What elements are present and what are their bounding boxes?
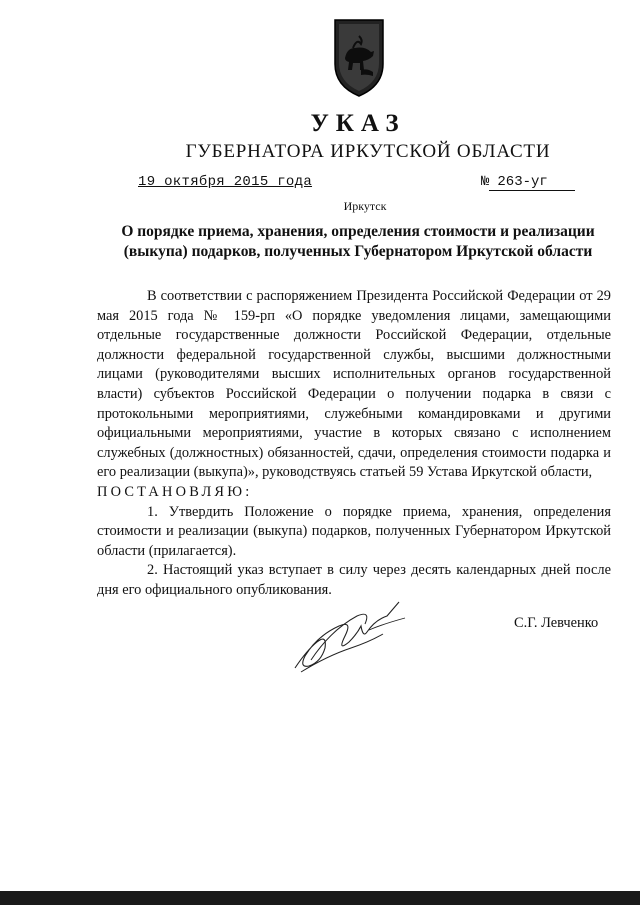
- coat-of-arms-icon: [331, 18, 387, 98]
- number-value: 263-уг: [489, 174, 575, 191]
- signer-name: С.Г. Левченко: [514, 615, 599, 631]
- date-value: 19 октября 2015 года: [138, 174, 313, 190]
- decree-title: УКАЗ: [310, 110, 406, 137]
- decree-place: Иркутск: [343, 199, 387, 213]
- item-2: 2. Настоящий указ вступает в силу через десять календарных дней после дня его официального опубликования.: [97, 562, 611, 598]
- decree-subtitle: ГУБЕРНАТОРА ИРКУТСКОЙ ОБЛАСТИ: [185, 141, 551, 162]
- number-label: №: [481, 174, 490, 190]
- signature-icon: [287, 590, 417, 680]
- decree-body: [97, 287, 611, 601]
- decree-date: [138, 174, 312, 190]
- decree-number: [481, 174, 575, 191]
- preamble-paragraph: В соответствии с распоряжением Президента Российской Федерации от 29 мая 2015 года № 159-рп «О порядке уведомления лицами, замещающими отдельные государственные должности Российской Федерации, отдельные должности федеральной государственной службы, высшими должностными лицами (руководителями высших исполнительных органов государственной власти) субъектов Российской Федерации о получении подарка в связи с протокольными мероприятиями, служебными командировками и другими официальными мероприятиями, участие в которых связано с исполнением служебных (должностных) обязанностей, сдачи, определения стоимости подарка и его реализации (выкупа)», руководствуясь статьей 59 Устава Иркутской области,: [97, 288, 611, 481]
- decree-word: ПОСТАНОВЛЯЮ:: [97, 483, 253, 500]
- scan-edge-bar: [0, 891, 640, 905]
- item-1: 1. Утвердить Положение о порядке приема, хранения, определения стоимости и реализации (выкупа) подарков, полученных Губернатором Иркутской области (прилагается).: [97, 503, 611, 559]
- decree-heading: О порядке приема, хранения, определения стоимости и реализации (выкупа) подарков, полученных Губернатором Иркутской области: [121, 223, 595, 260]
